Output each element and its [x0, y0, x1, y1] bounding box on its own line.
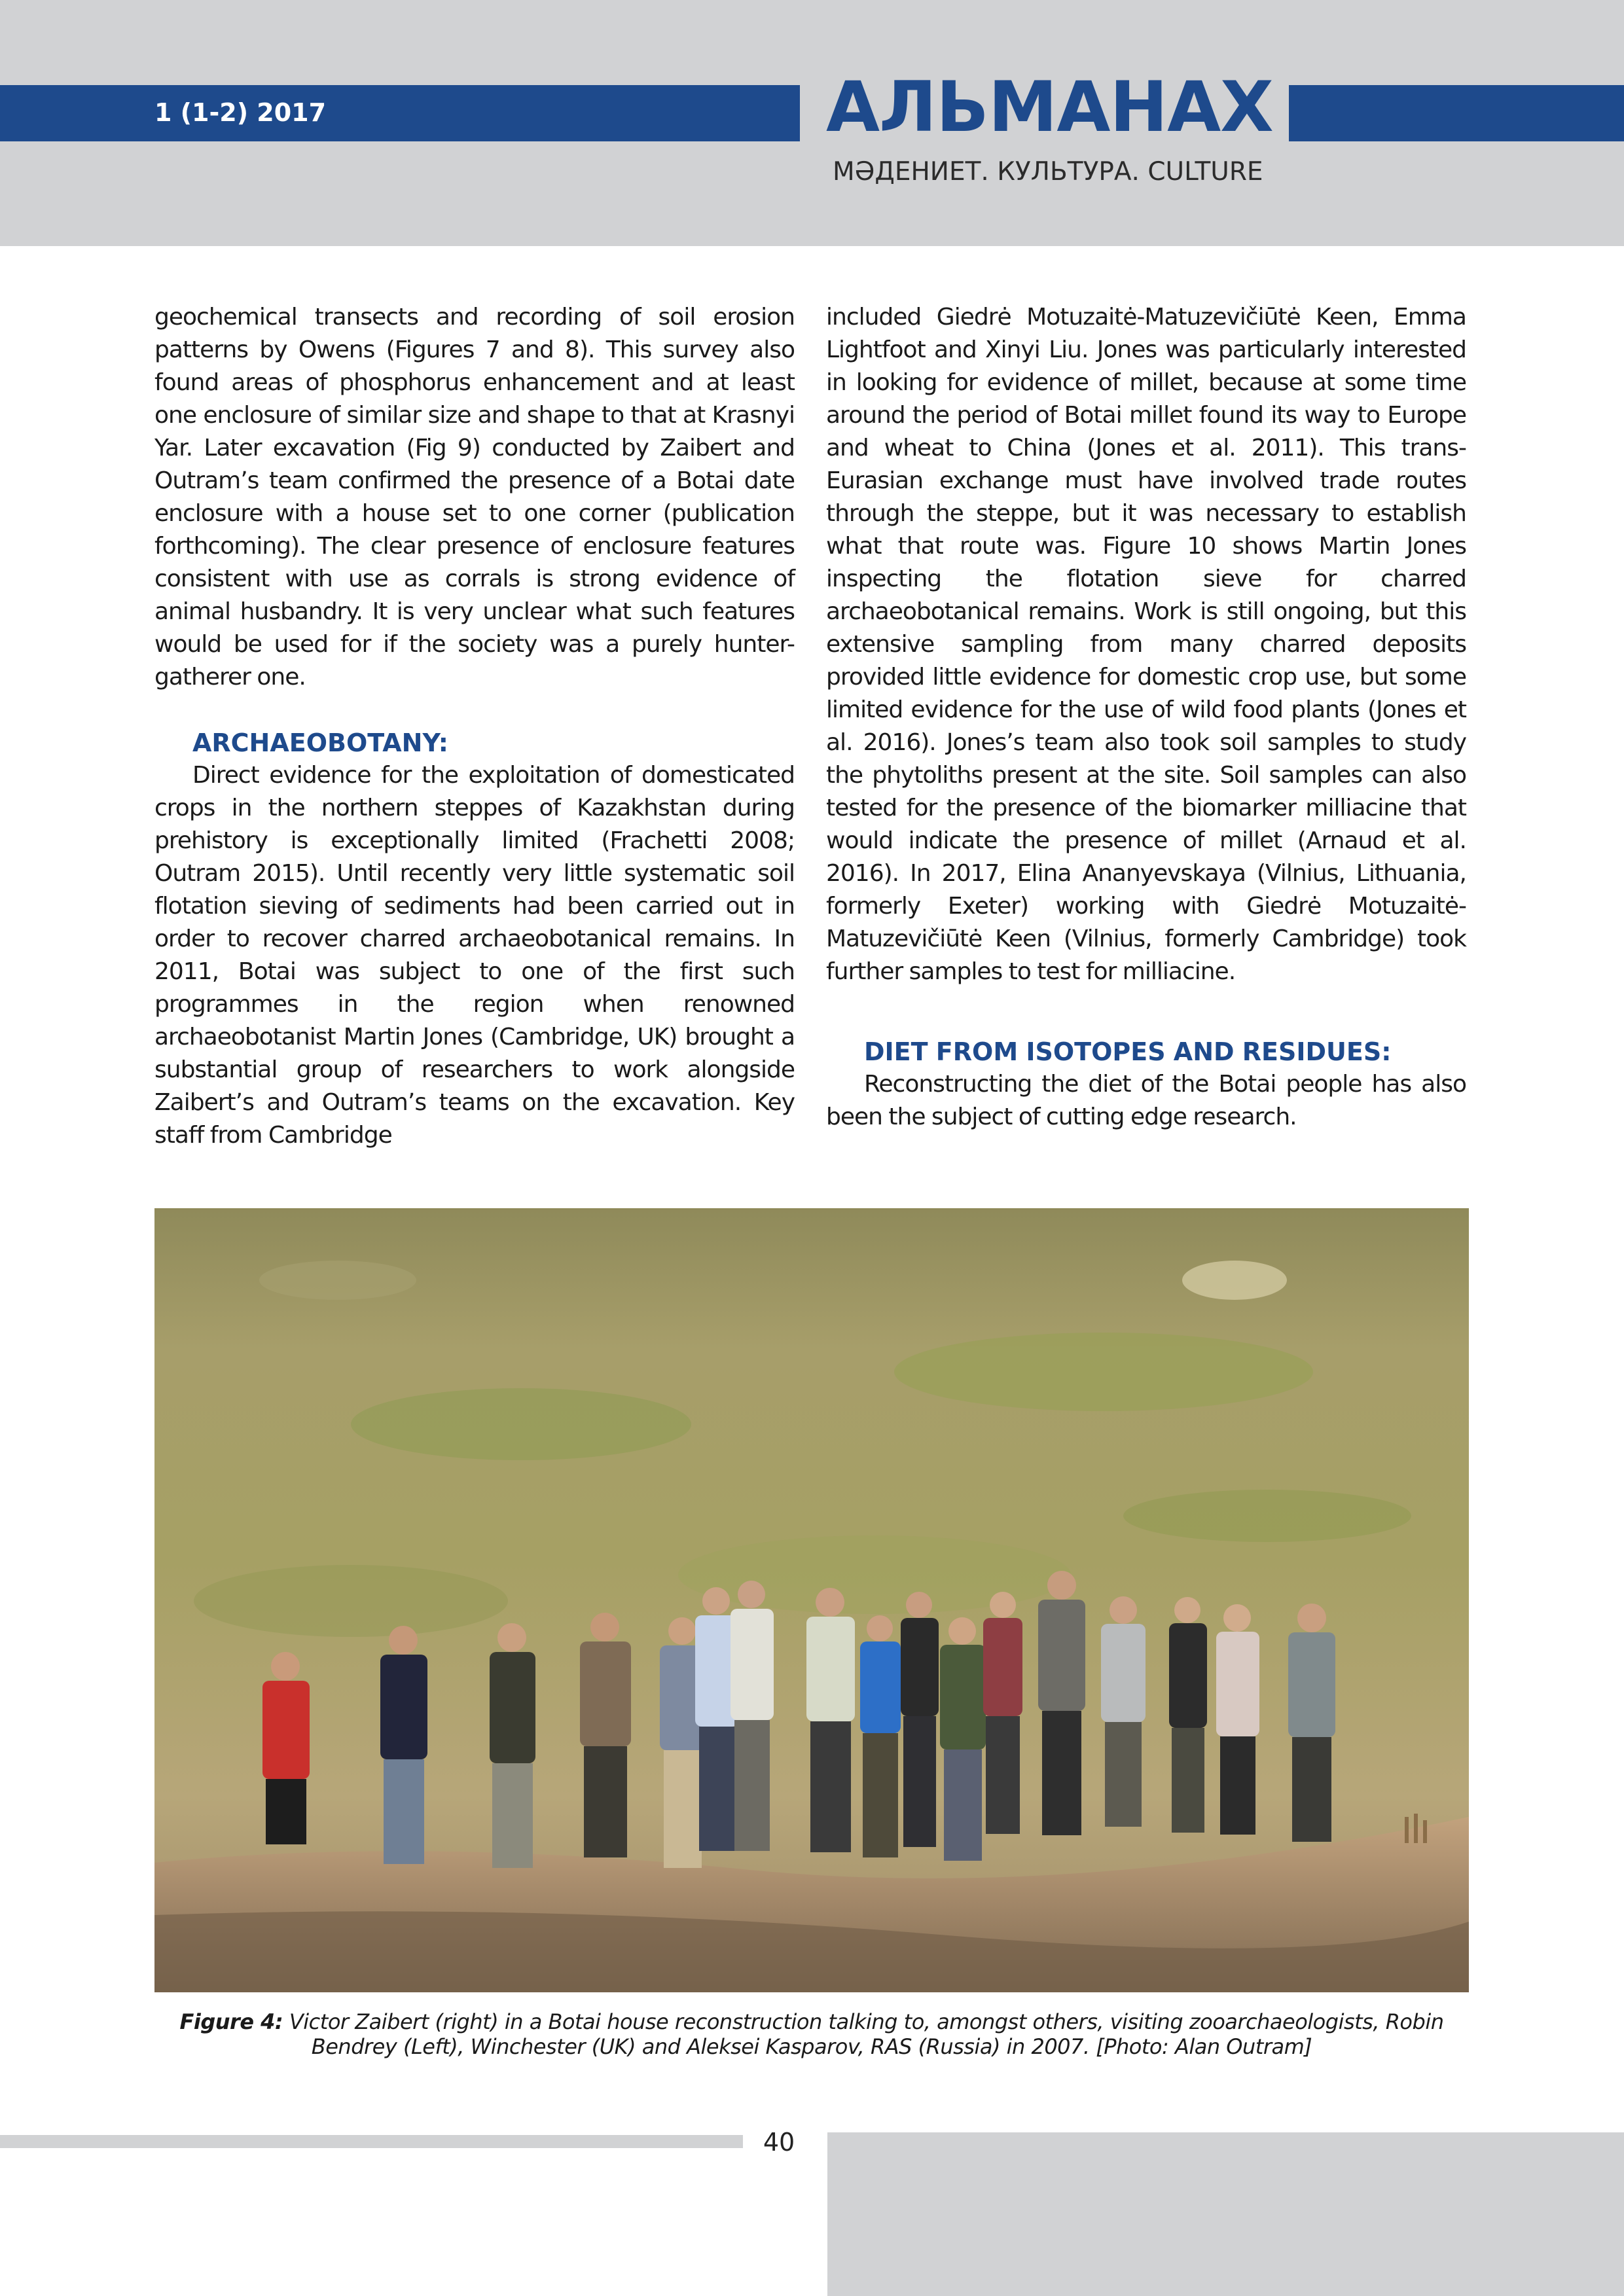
footer-bar-left [0, 2135, 743, 2148]
footer-block-right [827, 2132, 1624, 2296]
header-band-left [0, 85, 800, 141]
page-number: 40 [763, 2128, 795, 2157]
paragraph-gap [154, 694, 795, 726]
left-text-column [154, 301, 795, 1165]
figure-caption-text: Victor Zaibert (right) in a Botai house reconstruction talking to, amongst others, visiting zooarchaeologists, Robin Bendrey (Left), Winchester (UK) and Aleksei Kasparov, RAS (Russia) in 2007. [Photo: Alan Outram] [289, 2009, 1444, 2059]
paragraph-gap [826, 988, 1466, 1021]
journal-title: АЛЬМАНАХ [826, 67, 1273, 147]
paragraph-millet: included Giedrė Motuzaitė-Matuzevičiūtė Keen, Emma Lightfoot and Xinyi Liu. Jones was particularly interested in looking for evidence of millet, because at some time around the period of Botai millet found its way to Europe and wheat to China (Jones et al. 2011). This trans-Eurasian exchange must have involved trade routes through the steppe, but it was necessary to establish what that route was. Figure 10 shows Martin Jones inspecting the flotation sieve for charred archaeobotanical remains. Work is still ongoing, but this extensive sampling from many charred deposits provided little evidence for domestic crop use, but some limited evidence for the use of wild food plants (Jones et al. 2016). Jones’s team also took soil samples to study the phytoliths present at the site. Soil samples can also tested for the presence of the biomarker milliacine that would indicate the presence of millet (Arnaud et al. 2016). In 2017, Elina Ananyevskaya (Vilnius, Lithuania, formerly Exeter) working with Giedrė Motuzaitė-Matuzevičiūtė Keen (Vilnius, formerly Cambridge) took further samples to test for milliacine. [826, 304, 1466, 985]
paragraph-soil-survey: geochemical transects and recording of soil erosion patterns by Owens (Figures 7 and 8). This survey also found areas of phosphorus enhancement and at least one enclosure of similar size and shape to that at Krasnyi Yar. Later excavation (Fig 9) conducted by Zaibert and Outram’s team confirmed the presence of a Botai date enclosure with a house set to one corner (publication forthcoming). The clear presence of enclosure features consistent with use as corrals is strong evidence of animal husbandry. It is very unclear what such features would be used for if the society was a purely hunter-gatherer one. [154, 304, 795, 691]
header-band-right [1289, 85, 1624, 141]
figure-caption [154, 2009, 1469, 2062]
section-heading-archaeobotany: ARCHAEOBOTANY: [192, 728, 448, 757]
figure-label: Figure 4: [179, 2009, 283, 2034]
issue-number: 1 (1-2) 2017 [154, 98, 327, 127]
steppe-group-photo [154, 1208, 1469, 1992]
section-heading-diet: DIET FROM ISOTOPES AND RESIDUES: [864, 1037, 1392, 1066]
journal-subtitle: МӘДЕНИЕТ. КУЛЬТУРА. CULTURE [833, 157, 1263, 187]
paragraph-diet: Reconstructing the diet of the Botai people has also been the subject of cutting edge research. [826, 1071, 1466, 1130]
paragraph-gap [826, 1021, 1466, 1035]
figure-photo-group [154, 1208, 1469, 1992]
right-text-column [826, 301, 1466, 1172]
paragraph-archaeobotany: Direct evidence for the exploitation of domesticated crops in the northern steppes of Kazakhstan during prehistory is exceptionally limited (Frachetti 2008; Outram 2015). Until recently very little systematic soil flotation sieving of sediments had been carried out in order to recover charred archaeobotanical remains. In 2011, Botai was subject to one of the first such programmes in the region when renowned archaeobotanist Martin Jones (Cambridge, UK) brought a substantial group of researchers to work alongside Zaibert’s and Outram’s teams on the excavation. Key staff from Cambridge [154, 762, 795, 1149]
